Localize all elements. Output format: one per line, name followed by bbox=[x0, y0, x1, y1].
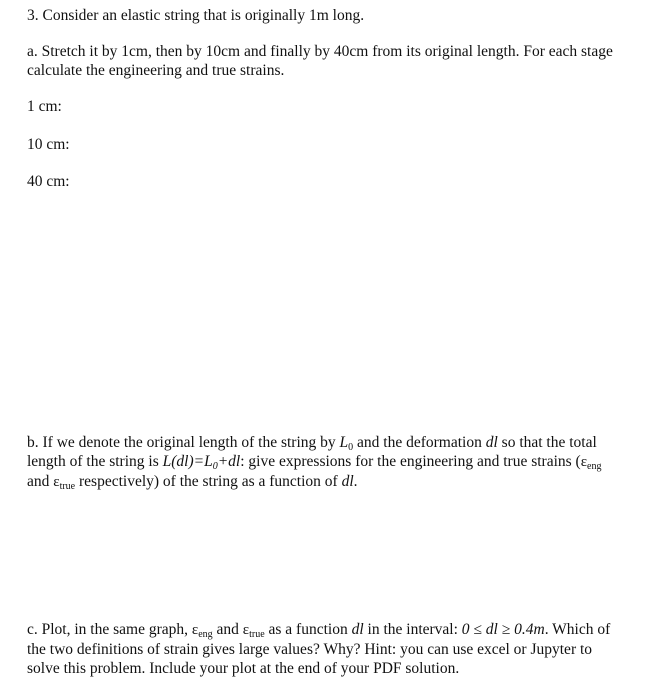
answer-label-40cm: 40 cm: bbox=[27, 173, 70, 190]
eps-eng-symbol: $\varepsilon_{eng}$ bbox=[191, 622, 213, 640]
part-c-text: c. Plot, in the same graph, $\varepsilon_{eng}$ and $\varepsilon_{true}$ as a function dl in the interval: 0 ≤ dl ≥ 0.4m. Which of the two definitions of strain gives large values? Why? Hint: you can use excel or Jupyter to solve this problem. Include your plot at the end of your PDF solution. bbox=[27, 621, 611, 677]
part-b-text: b. If we denote the original length of the string by $L_0$ and the deformation dl so that the total length of the string is $L(dl)=L_0+dl$: give expressions for the engineering and true strains ($\varepsilon_{eng}$ and $\varepsilon_{true}$ respectively) of the string as a function of dl. bbox=[27, 434, 602, 492]
eps-eng-symbol: $\varepsilon_{eng}$ bbox=[580, 454, 602, 472]
answer-label-10cm: 10 cm: bbox=[27, 136, 70, 153]
question-title: 3. Consider an elastic string that is originally 1m long. bbox=[27, 7, 365, 24]
answer-label-1cm: 1 cm: bbox=[27, 98, 62, 115]
part-a-text: a. Stretch it by 1cm, then by 10cm and finally by 40cm from its original length. For each stage calculate the engineering and true strains. bbox=[27, 43, 613, 79]
eps-true-symbol: $\varepsilon_{true}$ bbox=[53, 474, 76, 492]
eps-true-symbol: $\varepsilon_{true}$ bbox=[242, 622, 265, 640]
interval-expression: 0 ≤ dl ≥ 0.4m bbox=[461, 621, 545, 638]
length-expression: $L(dl)=L_0+dl$ bbox=[162, 453, 241, 472]
